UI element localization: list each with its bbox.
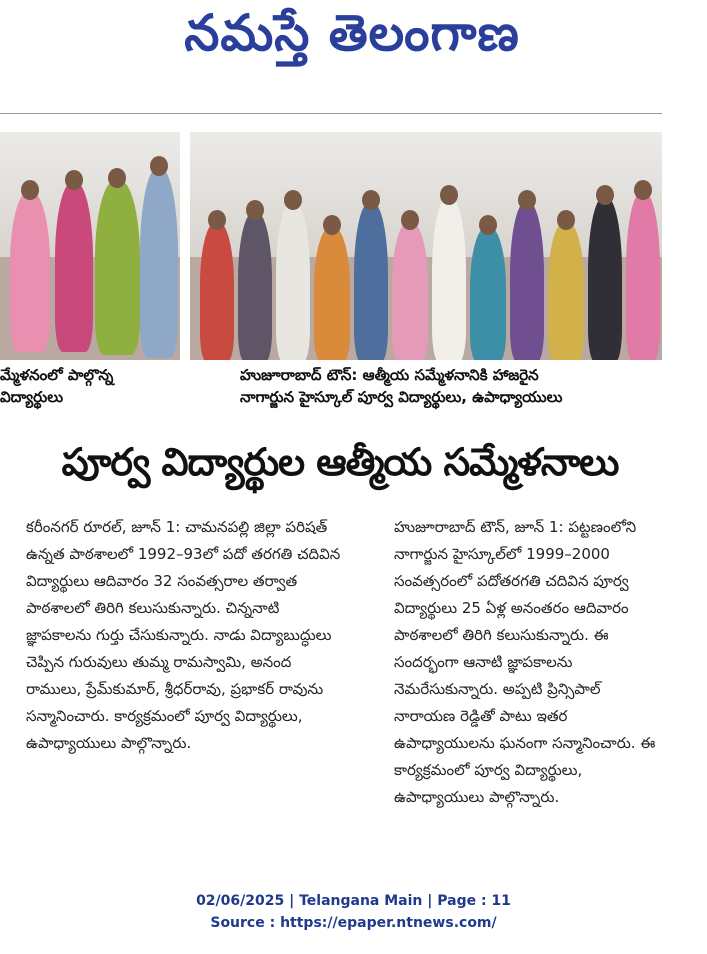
photo-left	[0, 132, 180, 360]
article-headline: పూర్వ విద్యార్థుల ఆత్మీయ సమ్మేళనాలు	[61, 440, 619, 484]
photo-right	[190, 132, 662, 360]
photo-right-caption: హుజూరాబాద్ టౌన్: ఆత్మీయ సమ్మేళనానికి హాజరైన నాగార్జున హైస్కూల్ పూర్వ విద్యార్థులు, ఉపాధ్యాయులు	[240, 366, 563, 406]
footer-source-line: Source : https://epaper.ntnews.com/	[210, 915, 497, 931]
masthead-divider	[0, 113, 662, 114]
footer-date-line: 02/06/2025 | Telangana Main | Page : 11	[196, 893, 511, 909]
article-right-column: హుజూరాబాద్ టౌన్, జూన్ 1: పట్టణంలోని నాగార్జున హైస్కూల్‌లో 1999–2000 సంవత్సరంలో పదోతరగతి చదివిన పూర్వ విద్యార్థులు 25 ఏళ్ల అనంతరం ఆదివారం పాఠశాలలో తిరిగి కలుసుకున్నారు. ఈ సందర్భంగా ఆనాటి జ్ఞాపకాలను నెమరేసుకున్నారు. అప్పటి ప్రిన్సిపాల్ నారాయణ రెడ్డితో పాటు ఇతర ఉపాధ్యాయులను ఘనంగా సన్మానించారు. ఈ కార్యక్రమంలో పూర్వ విద్యార్థులు, ఉపాధ్యాయులు పాల్గొన్నారు.	[394, 518, 656, 806]
photo-left-caption: మ్మేళనంలో పాల్గొన్న విద్యార్థులు	[0, 366, 114, 406]
masthead	[0, 0, 707, 110]
newspaper-title: నమస్తే తెలంగాణ	[184, 4, 520, 62]
article-left-column: కరీంనగర్ రూరల్, జూన్ 1: చామనపల్లి జిల్లా పరిషత్ ఉన్నత పాఠశాలలో 1992–93లో పదో తరగతి చదివిన విద్యార్థులు ఆదివారం 32 సంవత్సరాల తర్వాత పాఠశాలలో తిరిగి కలుసుకున్నారు. చిన్ననాటి జ్ఞాపకాలను గుర్తు చేసుకున్నారు. నాడు విద్యాబుద్ధులు చెప్పిన గురువులు తుమ్మ రామస్వామి, అనంద రాములు, ప్రేమ్‌కుమార్, శ్రీధర్‌రావు, ప్రభాకర్ రావును సన్మానించారు. కార్యక్రమంలో పూర్వ విద్యార్థులు, ఉపాధ్యాయులు పాల్గొన్నారు.	[26, 518, 341, 752]
